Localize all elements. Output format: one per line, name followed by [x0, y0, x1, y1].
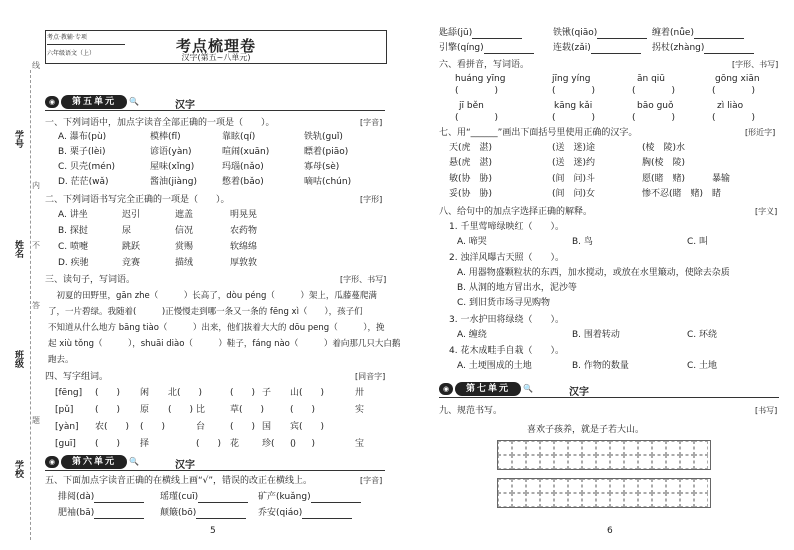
q7-item[interactable]: (棱 陵)水 [642, 143, 686, 153]
q4-extra: 宝 [355, 439, 365, 449]
q4-cell: 珍( ) [262, 439, 297, 449]
grid-cell[interactable] [610, 479, 624, 493]
answer-blank[interactable] [198, 493, 248, 503]
q8-opt[interactable]: C. 叫 [687, 237, 709, 247]
q7-tag: [形近字] [745, 128, 776, 137]
page-title: 考点梳理卷 [175, 37, 256, 55]
q2-word: 描绒 [175, 258, 194, 268]
grid-cell[interactable] [624, 493, 638, 507]
q5-word: 乔安(qiáo) [258, 508, 303, 518]
answer-blank[interactable] [484, 44, 534, 54]
q5-item [258, 492, 361, 503]
q3-line: 跑去。 [48, 355, 74, 365]
writing-grid[interactable] [497, 478, 711, 508]
grid-cell[interactable] [624, 441, 638, 455]
r-item [652, 28, 744, 39]
unit-5-header [45, 95, 385, 109]
unit-5-label: 第五单元 [61, 95, 127, 109]
q4-text: 四、写字组词。 [45, 372, 109, 382]
q1-text: 一、下列词语中，加点字读音全部正确的一项是（ ）。 [45, 118, 275, 128]
answer-paren[interactable]: ( ) [455, 86, 499, 96]
side-char: 答 [32, 301, 40, 310]
grid-cell[interactable] [512, 455, 526, 469]
side-char: 题 [32, 416, 40, 425]
q3-tag: [字形、书写] [340, 275, 387, 284]
q3-line: 了，一片碧绿。我随着( )正慢慢走到哪一条又一条的 fēng xì（ ），孩子们 [48, 307, 363, 317]
q2-word: 迟引 [122, 210, 141, 220]
q2-word: 明晃晃 [230, 210, 258, 220]
grid-cell[interactable] [540, 493, 554, 507]
q1-word: 嘀咕(chún) [304, 177, 352, 187]
wifi-icon: ◉ [439, 383, 453, 395]
q7-item[interactable]: 愿(睹 赌) [642, 174, 686, 184]
page-number: 6 [607, 526, 613, 536]
q4-cell: ( ) [290, 405, 316, 415]
answer-blank[interactable] [591, 44, 641, 54]
grid-cell[interactable] [568, 441, 582, 455]
q4-cell: ( ) [95, 388, 121, 398]
q4-cell: ( ) [196, 439, 222, 449]
grid-cell[interactable] [498, 479, 512, 493]
q1-word: 瞟着(piāo) [304, 147, 349, 157]
q2-word: 农药物 [230, 226, 258, 236]
pinyin: gōng xiān [715, 74, 760, 84]
grid-cell[interactable] [680, 455, 694, 469]
grid-cell[interactable] [512, 479, 526, 493]
q8-tag: [字义] [755, 207, 778, 216]
r-word: 连载(zǎi) [553, 43, 591, 53]
q4-cell: 原 [140, 405, 150, 415]
writing-grid[interactable] [497, 440, 711, 470]
q8-stem: 1. 千里莺啼绿映红（ ）。 [449, 222, 564, 232]
right-page [397, 0, 794, 550]
page-subtitle: 汉字(第五~八单元) [181, 53, 251, 62]
grid-cell[interactable] [652, 493, 666, 507]
q5-item [58, 492, 144, 503]
q4-cell: [guī] [55, 439, 76, 449]
q2-word: 遮盖 [175, 210, 194, 220]
q2-word: 竞赛 [122, 258, 141, 268]
q4-cell: 山( ) [290, 388, 325, 398]
q1-opt: A. 瀑布(pù) [58, 132, 107, 142]
unit-7-header [439, 382, 779, 396]
pinyin: kāng kǎi [554, 101, 593, 111]
q4-cell: 北( ) [168, 388, 203, 398]
q8-opt[interactable]: A. 用器物盛颗粒状的东西，加水搅动，或放在水里簸动，使除去杂质 [457, 268, 730, 278]
grid-cell[interactable] [526, 493, 540, 507]
q5-item [160, 508, 246, 519]
q1-word: 寡母(sè) [304, 162, 340, 172]
q5-text: 五、下面加点字读音正确的在横线上画“√”，错误的改正在横线上。 [45, 476, 313, 486]
q1-word: 铁轨(guǐ) [304, 132, 343, 142]
answer-blank[interactable] [472, 29, 522, 39]
grid-cell[interactable] [610, 455, 624, 469]
grid-cell[interactable] [596, 479, 610, 493]
pinyin: jīng yíng [552, 74, 591, 84]
side-label-school: 学校 [13, 460, 23, 478]
q4-cell: [pǔ] [55, 405, 74, 415]
q4-cell: 宾( ) [290, 422, 325, 432]
q2-word: 赏赐 [175, 242, 194, 252]
q1-word: 喧闹(xuān) [222, 147, 270, 157]
grid-cell[interactable] [638, 441, 652, 455]
q1-word: 谚语(yàn) [150, 147, 192, 157]
grid-cell[interactable] [526, 441, 540, 455]
q2-text: 二、下列词语书写完全正确的一项是（ ）。 [45, 195, 230, 205]
answer-blank[interactable] [694, 29, 744, 39]
answer-blank[interactable] [302, 509, 352, 519]
q8-stem: 4. 花木成畦手自栽（ ）。 [449, 346, 564, 356]
q8-opt[interactable]: B. 作物的数量 [572, 361, 629, 371]
q4-cell: 闲 [140, 388, 150, 398]
q4-cell: 草( ) [230, 405, 265, 415]
answer-blank[interactable] [94, 493, 144, 503]
r-word: 缠着(nǚe) [652, 28, 694, 38]
grid-cell[interactable] [680, 493, 694, 507]
grid-cell[interactable] [610, 493, 624, 507]
grid-cell[interactable] [498, 455, 512, 469]
grid-cell[interactable] [582, 493, 596, 507]
q4-extra: 实 [355, 405, 365, 415]
series-tag: 考点·教辅·专项 [47, 32, 125, 45]
q4-cell: [fēng] [55, 388, 83, 398]
q7-item-extra: 睹 [712, 189, 722, 199]
q7-item[interactable]: 敏(协 胁) [449, 174, 493, 184]
grid-cell[interactable] [638, 455, 652, 469]
unit-divider [439, 397, 779, 398]
grid-cell[interactable] [540, 455, 554, 469]
q2-word: 厚敦敦 [230, 258, 258, 268]
q1-word: 玛瑙(nǎo) [222, 162, 264, 172]
q4-cell: 农( ) [95, 422, 130, 432]
q3-line: 起 xiù tǒng（ ），shuāi diào（ ）鞋子，fáng nào（ ）着向那几只大白鹅 [48, 339, 401, 349]
side-label-id: 学号 [13, 130, 23, 148]
q4-cell: 子 [262, 388, 272, 398]
q1-word: 屋味(xǐng) [150, 162, 195, 172]
q8-opt[interactable]: C. 环绕 [687, 330, 718, 340]
q3-line: 不知道从什么地方 bāng tiào（ ）出来，他们拔着大大的 dōu peng（ ），挽 [48, 323, 385, 333]
grid-cell[interactable] [680, 441, 694, 455]
q7-item[interactable]: 胸(棱 陵) [642, 158, 686, 168]
wifi-icon: ◉ [45, 96, 59, 108]
q4-cell: ( ) [95, 405, 121, 415]
grid-cell[interactable] [498, 493, 512, 507]
grid-cell[interactable] [582, 455, 596, 469]
q1-opt: C. 贝壳(mén) [58, 162, 116, 172]
side-char: 不 [32, 241, 40, 250]
grid-cell[interactable] [554, 455, 568, 469]
q2-word: 尿 [122, 226, 132, 236]
class-label: 六年级语文（上） [47, 50, 96, 57]
q4-cell: [yàn] [55, 422, 79, 432]
grid-cell[interactable] [694, 479, 708, 493]
unit-7-label: 第七单元 [455, 382, 521, 396]
grid-cell[interactable] [596, 455, 610, 469]
r-item [553, 43, 641, 54]
wifi-icon: ◉ [45, 456, 59, 468]
q6-tag: [字形、书写] [732, 60, 779, 69]
grid-cell[interactable] [512, 493, 526, 507]
search-icon: 🔍 [523, 384, 533, 393]
grid-cell[interactable] [694, 441, 708, 455]
q7-item[interactable]: 天(虎 湛) [449, 143, 493, 153]
unit-6-name: 汉字 [175, 460, 195, 471]
grid-cell[interactable] [652, 441, 666, 455]
q4-tag: [同音字] [355, 372, 386, 381]
search-icon: 🔍 [129, 97, 139, 106]
grid-cell[interactable] [694, 493, 708, 507]
grid-cell[interactable] [666, 493, 680, 507]
answer-blank[interactable] [311, 493, 361, 503]
q7-item[interactable]: (间 问)女 [552, 189, 596, 199]
q4-cell: 比 [196, 405, 206, 415]
q5-word: 排阅(dà) [58, 492, 95, 502]
grid-cell[interactable] [652, 479, 666, 493]
q4-cell: ( ) [230, 388, 256, 398]
q8-opt[interactable]: C. 土地 [687, 361, 718, 371]
q5-word: 瑶瑾(cuī) [160, 492, 199, 502]
q4-cell: 台 [196, 422, 206, 432]
unit-5-name: 汉字 [175, 100, 195, 111]
grid-cell[interactable] [526, 479, 540, 493]
grid-cell[interactable] [610, 441, 624, 455]
q8-text: 八、给句中的加点字选择正确的解释。 [439, 207, 593, 217]
q2-opt: C. 喷嚏 [58, 242, 89, 252]
answer-paren[interactable]: ( ) [455, 113, 499, 123]
q2-word: 软绵绵 [230, 242, 258, 252]
q6-text: 六、看拼音，写词语。 [439, 60, 530, 70]
q2-word: 跳跃 [122, 242, 141, 252]
q8-opt[interactable]: B. 鸟 [572, 237, 593, 247]
q2-opt: B. 探挝 [58, 226, 88, 236]
q5-word: 肥袖(bā) [58, 508, 95, 518]
q3-line: 初夏的田野里，gān zhe（ ）长高了，dòu péng（ ）架上，瓜藤蔓爬满 [48, 291, 377, 301]
pinyin: huáng yīng [455, 74, 506, 84]
q9-tag: [书写] [755, 406, 778, 415]
answer-blank[interactable] [597, 29, 647, 39]
grid-cell[interactable] [666, 441, 680, 455]
q7-item[interactable]: 妥(协 胁) [449, 189, 493, 199]
binding-line [30, 70, 31, 540]
r-word: 铁锹(qiāo) [553, 28, 598, 38]
grid-cell[interactable] [638, 479, 652, 493]
q1-word: 模棒(fǐ) [150, 132, 181, 142]
q4-cell: ( ) [230, 422, 256, 432]
q5-word: 颠簸(bō) [160, 508, 197, 518]
r-word: 引擎(qíng) [439, 43, 484, 53]
q2-word: 信况 [175, 226, 194, 236]
unit-divider [45, 470, 385, 471]
grid-cell[interactable] [540, 441, 554, 455]
grid-cell[interactable] [582, 479, 596, 493]
pinyin: bāo guǒ [637, 101, 674, 111]
answer-blank[interactable] [196, 509, 246, 519]
r-item [439, 28, 522, 39]
q2-tag: [字形] [360, 195, 383, 204]
q9-motto: 喜欢子孩养，就是子若大山。 [527, 425, 645, 435]
grid-cell[interactable] [652, 455, 666, 469]
r-item [439, 43, 534, 54]
q5-tag: [字音] [360, 476, 383, 485]
q7-item[interactable]: 惨不忍(睹 赌) [642, 189, 704, 199]
grid-cell[interactable] [596, 493, 610, 507]
q2-opt: D. 疾驰 [58, 258, 89, 268]
grid-cell[interactable] [582, 441, 596, 455]
grid-cell[interactable] [624, 479, 638, 493]
side-label-class: 班级 [13, 350, 23, 368]
grid-cell[interactable] [666, 455, 680, 469]
grid-cell[interactable] [568, 455, 582, 469]
q5-item [58, 508, 144, 519]
q7-item[interactable]: (送 迷)途 [552, 143, 596, 153]
answer-paren[interactable]: ( ) [552, 86, 596, 96]
q8-opt[interactable]: B. 围着转动 [572, 330, 620, 340]
page-number: 5 [210, 526, 216, 536]
grid-cell[interactable] [568, 479, 582, 493]
q4-cell: ( ) [95, 439, 121, 449]
q4-cell: 择 [140, 439, 150, 449]
grid-cell[interactable] [666, 479, 680, 493]
grid-cell[interactable] [526, 455, 540, 469]
search-icon: 🔍 [129, 457, 139, 466]
q5-word: 矿产(kuǎng) [258, 492, 311, 502]
q8-opt[interactable]: A. 啼哭 [457, 237, 487, 247]
unit-6-label: 第六单元 [61, 455, 127, 469]
q8-stem: 3. 一水护田将绿绕（ ）。 [449, 315, 564, 325]
answer-blank[interactable] [704, 44, 754, 54]
q1-opt: B. 栗子(lèi) [58, 147, 106, 157]
q1-opt: D. 茫茫(wǎ) [58, 177, 109, 187]
q1-word: 酱油(jiàng) [150, 177, 197, 187]
q4-cell: ( ) [168, 405, 194, 415]
q2-opt: A. 讲坐 [58, 210, 88, 220]
grid-cell[interactable] [512, 441, 526, 455]
grid-cell[interactable] [694, 455, 708, 469]
pinyin: zì liào [717, 101, 744, 111]
grid-cell[interactable] [596, 441, 610, 455]
grid-cell[interactable] [540, 479, 554, 493]
q7-item[interactable]: (送 迷)约 [552, 158, 596, 168]
q7-text: 七、用“______”画出下面括号里使用正确的汉字。 [439, 128, 638, 138]
q5-item [258, 508, 352, 519]
answer-paren[interactable]: ( ) [712, 86, 756, 96]
q1-tag: [字音] [360, 118, 383, 127]
r-word: 拐杖(zhàng) [652, 43, 705, 53]
side-label-name: 姓名 [13, 240, 23, 258]
q8-opt[interactable]: A. 土埂围成的土地 [457, 361, 532, 371]
q4-cell: ( ) [140, 422, 166, 432]
grid-cell[interactable] [624, 455, 638, 469]
pinyin: jī běn [459, 101, 484, 111]
answer-paren[interactable]: ( ) [552, 113, 596, 123]
answer-paren[interactable]: ( ) [632, 113, 676, 123]
grid-cell[interactable] [498, 441, 512, 455]
q7-item[interactable]: (间 问)斗 [552, 174, 596, 184]
unit-divider [45, 110, 385, 111]
q5-item [160, 492, 248, 503]
q4-cell: ( ) [290, 439, 316, 449]
grid-cell[interactable] [554, 493, 568, 507]
q7-item-extra: 暴输 [712, 174, 731, 184]
q1-word: 憋着(bǎo) [222, 177, 264, 187]
grid-cell[interactable] [680, 479, 694, 493]
pinyin: ān qiū [637, 74, 665, 84]
answer-paren[interactable]: ( ) [632, 86, 676, 96]
grid-cell[interactable] [554, 479, 568, 493]
side-char: 线 [32, 61, 40, 70]
q8-opt[interactable]: C. 到旧货市场寻见购物 [457, 298, 551, 308]
q9-text: 九、规范书写。 [439, 406, 503, 416]
r-item [652, 43, 754, 54]
q1-word: 靠眩(qí) [222, 132, 256, 142]
unit-6-header [45, 455, 385, 469]
q4-extra: 卅 [355, 388, 365, 398]
unit-7-name: 汉字 [569, 387, 589, 398]
grid-cell[interactable] [554, 441, 568, 455]
q4-cell: 花 [230, 439, 240, 449]
grid-cell[interactable] [568, 493, 582, 507]
q4-cell: 国 [262, 422, 272, 432]
q3-text: 三、读句子，写词语。 [45, 275, 136, 285]
q8-opt[interactable]: A. 缠绕 [457, 330, 487, 340]
r-item [553, 28, 647, 39]
grid-cell[interactable] [638, 493, 652, 507]
answer-blank[interactable] [94, 509, 144, 519]
q8-opt[interactable]: B. 从洞的地方冒出水，泥沙等 [457, 283, 577, 293]
q7-item[interactable]: 悬(虎 湛) [449, 158, 493, 168]
r-word: 匙舔(jū) [439, 28, 473, 38]
answer-paren[interactable]: ( ) [712, 113, 756, 123]
side-char: 内 [32, 181, 40, 190]
q8-stem: 2. 浊洋风曝古天照（ ）。 [449, 253, 564, 263]
